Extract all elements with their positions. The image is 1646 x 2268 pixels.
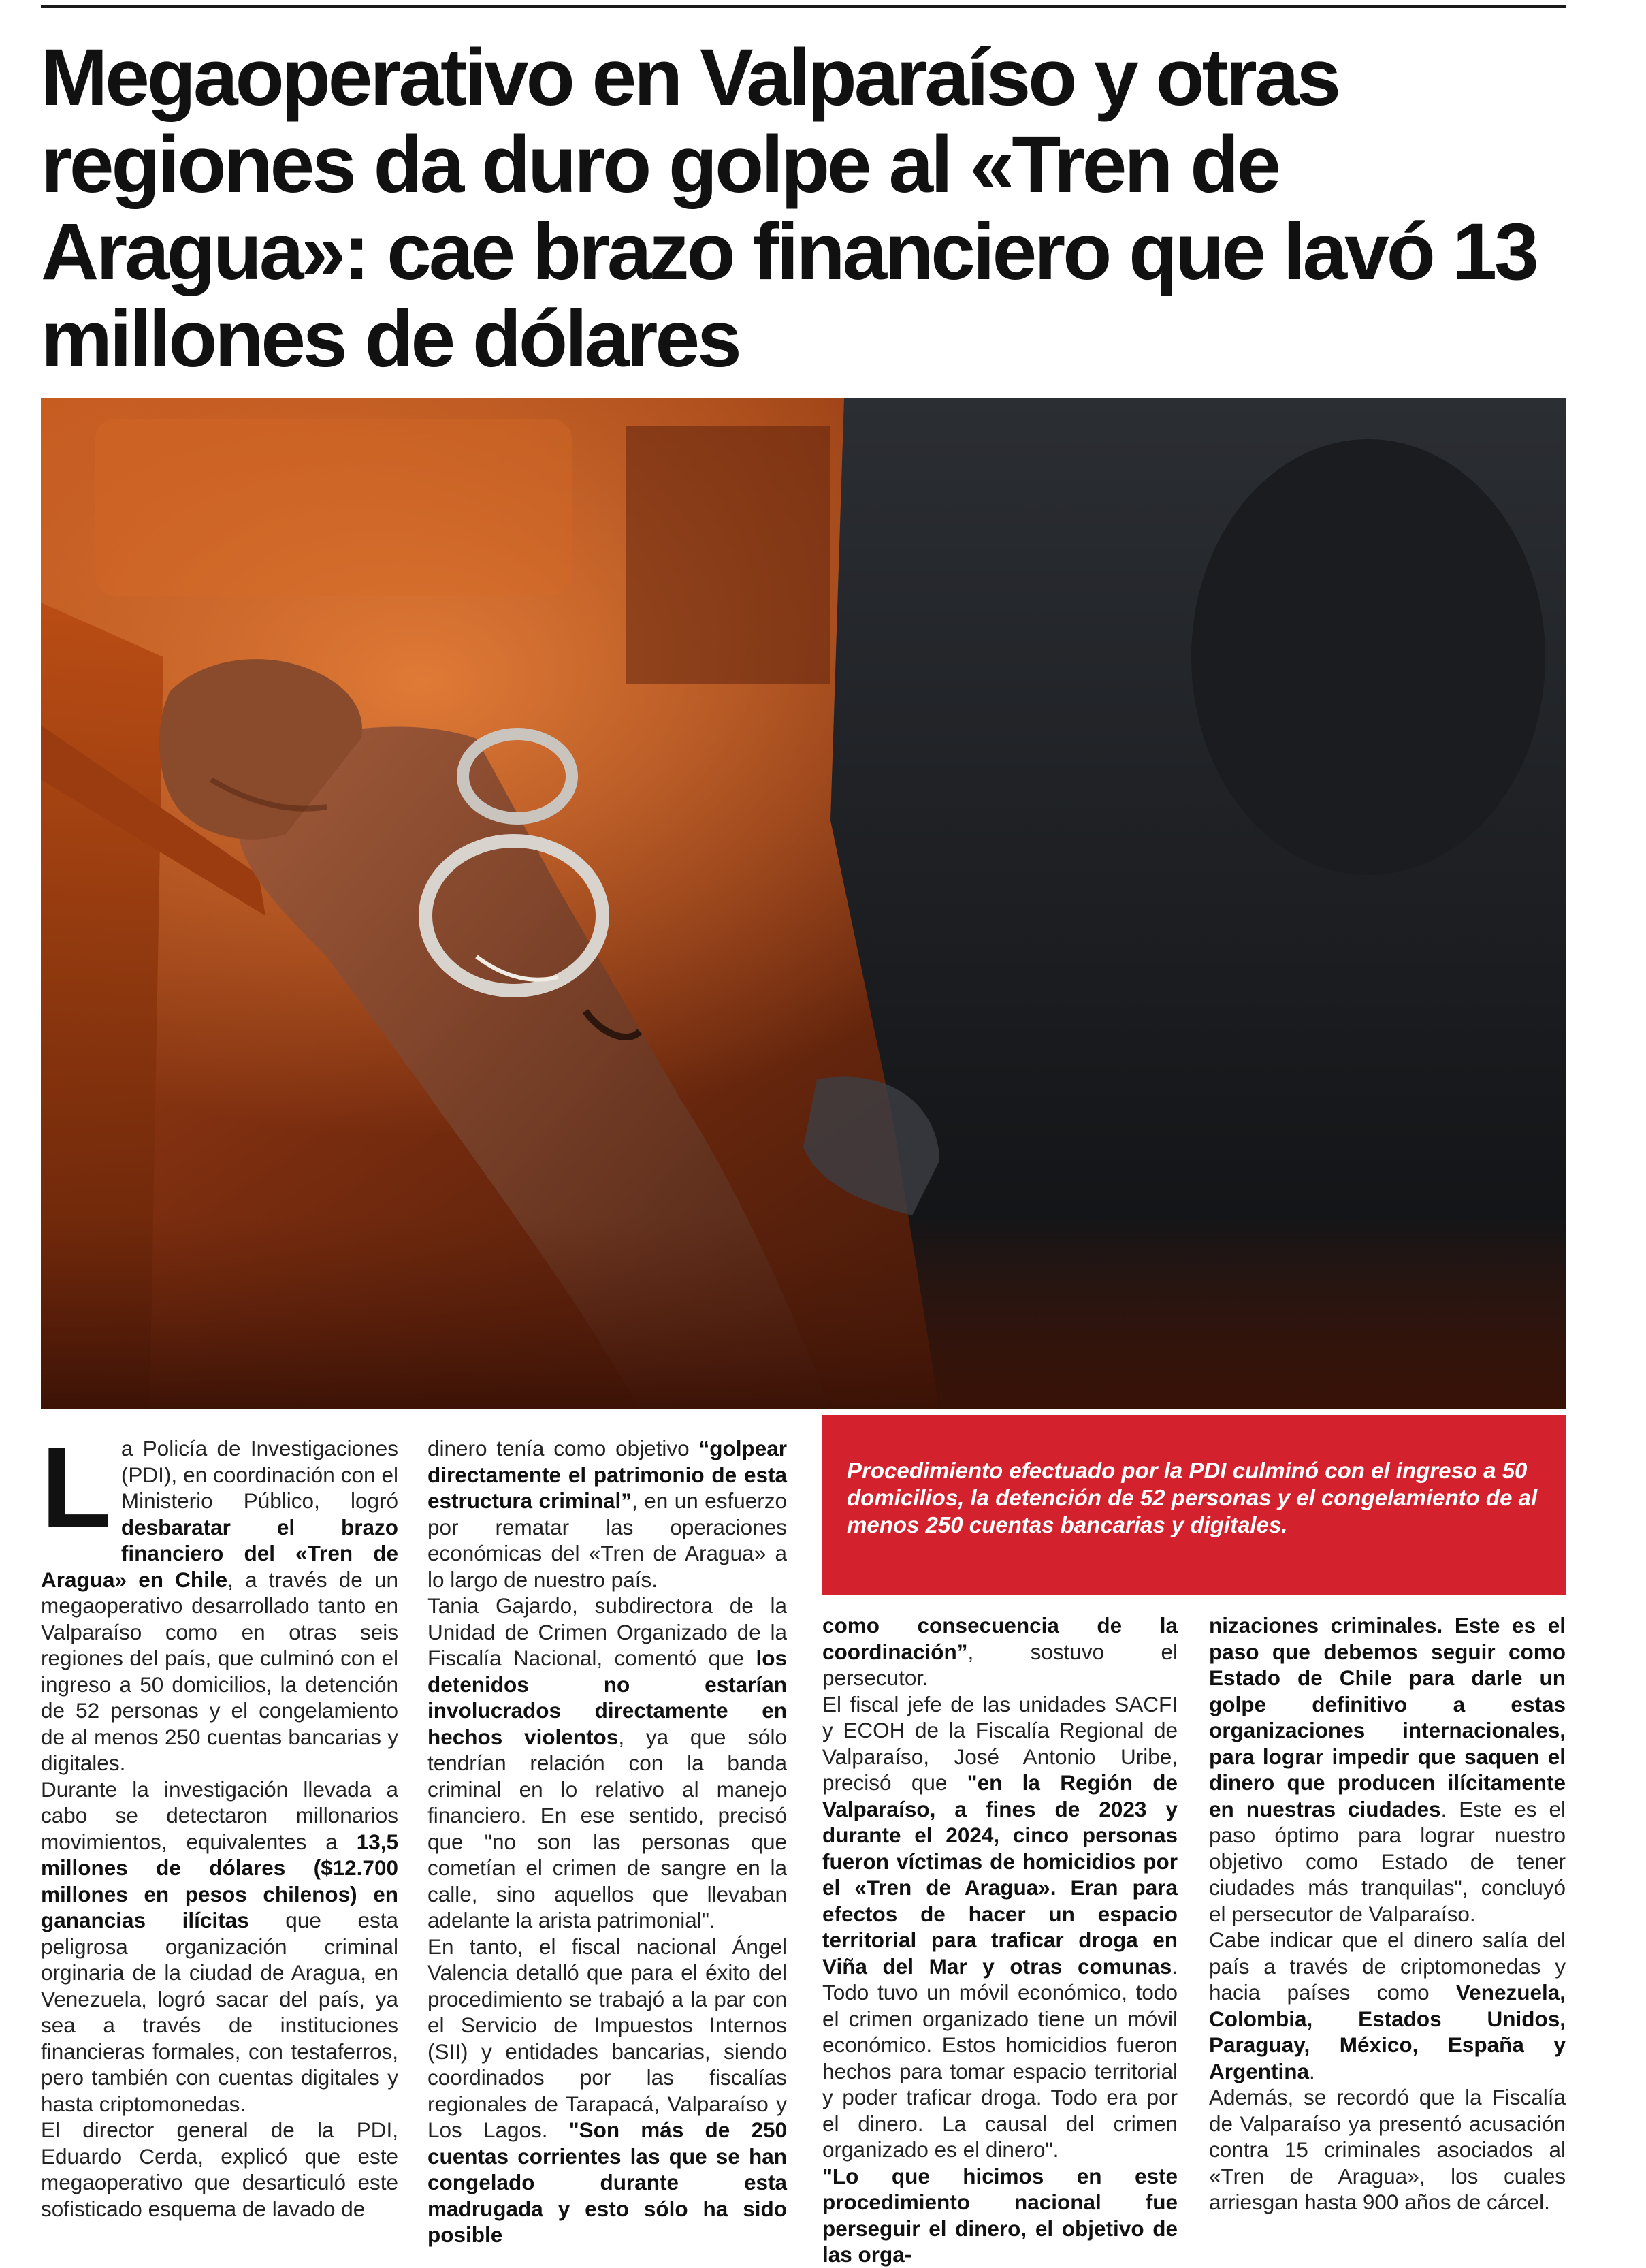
paragraph: [41, 1776, 398, 2118]
text-span: , a través de un megaoperativo desarrollado tanto en Valparaíso como en otras seis regiones del país, que culminó con el ingreso a 50 domicilios, la detención de 52 personas y el congelamiento de al menos 250 cuentas bancarias y digitales.: [41, 1567, 398, 1775]
bold-span: "Son más de 250 cuentas corrientes las que se han congelado durante esta madrugada y esto sólo ha sido posible: [427, 2118, 787, 2247]
bold-span: 13,5 millones de dólares ($12.700 millones en pesos chilenos) en ganancias ilícitas: [41, 1829, 398, 1932]
paragraph: Además, se recordó que la Fiscalía de Valparaíso ya presentó acusación contra 15 criminales asociados al «Tren de Aragua», los cuales arriesgan hasta 900 años de cárcel.: [1209, 2085, 1566, 2214]
paragraph: El director general de la PDI, Eduardo Cerda, explicó que este megaoperativo que desarticuló este sofisticado esquema de lavado de: [41, 2118, 398, 2221]
text-span: Tania Gajardo, subdirectora de la Unidad de Crimen Organizado de la Fiscalía Nacional, comentó que: [427, 1593, 787, 1670]
text-span: El fiscal jefe de las unidades SACFI y ECOH de la Fiscalía Regional de Valparaíso, José Antonio Uribe, precisó que: [822, 1691, 1178, 1795]
text-span: , sostuvo el persecutor.: [822, 1639, 1178, 1690]
column-4: [1209, 1612, 1566, 2218]
paragraph: [427, 1435, 787, 1593]
text-span: a Policía de Investigaciones (PDI), en coordinación con el Ministerio Público, logró: [120, 1436, 398, 1513]
text-span: que esta peligrosa organización criminal orginaria de la ciudad de Aragua, en Venezuela, logró sacar del país, ya sea a través de instituciones financieras formales, con testaferros, pero también con cuentas digitales y hasta criptomonedas.: [41, 1908, 398, 2116]
headline: Megaoperativo en Valparaíso y otras regiones da duro golpe al «Tren de Aragua»: cae brazo financiero que lavó 13 millones de dólares: [41, 33, 1536, 384]
column-2: [427, 1435, 787, 2247]
column-3: [822, 1612, 1178, 2267]
bold-span: "en la Región de Valparaíso, a fines de 2023 y durante el 2024, cinco personas fueron víctimas de homicidios por el «Tren de Aragua». Eran para efectos de hacer un espacio territorial para traficar droga en Viña del Mar y otras comunas: [822, 1770, 1178, 1979]
text-span: , en un esfuerzo por rematar las operaciones económicas del «Tren de Aragua» a lo largo de nuestro país.: [427, 1488, 787, 1592]
text-span: Cabe indicar que el dinero salía del país a través de criptomonedas y hacia países como: [1209, 1928, 1566, 2005]
column-1: [41, 1423, 398, 2221]
bold-span: como consecuencia de la coordinación”: [822, 1613, 1178, 1664]
text-span: , ya que sólo tendrían relación con la banda criminal en lo relativo al manejo financiero. En ese sentido, precisó que "no son las personas que cometían el crimen de sangre en la calle, sino aquellos que llevaban adelante la arista patrimonial".: [427, 1724, 787, 1932]
photo-illustration: [41, 398, 1566, 1409]
paragraph: [822, 1691, 1178, 2163]
text-span: . Este es el paso óptimo para lograr nuestro objetivo como Estado de tener ciudades más tranquilas", concluyó el persecutor de Valparaíso.: [1209, 1796, 1566, 1926]
paragraph: [1209, 1612, 1566, 1927]
handcuffed-hands-photo: [41, 398, 1566, 1409]
paragraph: [427, 1593, 787, 1934]
text-span: .: [1309, 2058, 1315, 2083]
bold-span: nizaciones criminales. Este es el paso que debemos seguir como Estado de Chile para darle un golpe definitivo a estas organizaciones internacionales, para lograr impedir que saquen el dinero que producen ilícitamente en nuestras ciudades: [1209, 1613, 1566, 1821]
paragraph: [427, 1934, 787, 2248]
bold-span: Venezuela, Colombia, Estados Unidos, Paraguay, México, España y Argentina: [1209, 1980, 1566, 2083]
text-span: dinero tenía como objetivo: [427, 1436, 699, 1460]
paragraph: [1209, 1927, 1566, 2084]
text-span: . Todo tuvo un móvil económico, todo el crimen organizado tiene un móvil económico. Estos homicidios fueron hechos para tomar espacio territorial y poder traficar droga. Todo era por el dinero. La causal del crimen organizado es el dinero".: [822, 1953, 1178, 2162]
text-span: En tanto, el fiscal nacional Ángel Valencia detalló que para el éxito del procedimiento se trabajó a la par con el Servicio de Impuestos Internos (SII) y entidades bancarias, siendo coordinados por las fiscalías regionales de Tarapacá, Valparaíso y Los Lagos.: [427, 1934, 787, 2142]
bold-span: desbaratar el brazo financiero del «Tren de Aragua» en Chile: [41, 1514, 398, 1592]
highlight-box: [822, 1415, 1566, 1595]
paragraph: [822, 2163, 1178, 2268]
top-rule: [41, 5, 1566, 8]
paragraph: [822, 1612, 1178, 1691]
bold-span: los detenidos no estarían involucrados directamente en hechos violentos: [427, 1646, 787, 1749]
highlight-text: Procedimiento efectuado por la PDI culminó con el ingreso a 50 domicilios, la detención de 52 personas y el congelamiento de al menos 250 cuentas bancarias y digitales.: [847, 1458, 1538, 1537]
drop-cap: L: [41, 1423, 112, 1552]
bold-span: “golpear directamente el patrimonio de esta estructura criminal”: [427, 1436, 787, 1513]
bold-span: "Lo que hicimos en este procedimiento nacional fue perseguir el dinero, el objetivo de las orga-: [822, 2163, 1178, 2267]
text-span: Durante la investigación llevada a cabo se detectaron millonarios movimientos, equivalentes a: [41, 1776, 398, 1854]
